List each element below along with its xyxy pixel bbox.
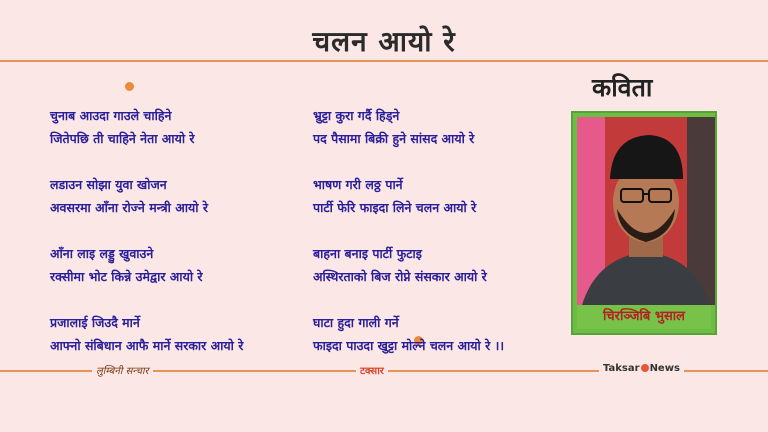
poem-line: पद पैसामा बिक्री हुने सांसद आयो रे: [313, 131, 475, 146]
stanza: [313, 104, 504, 150]
poem-line: भाषण गरी लठ्ठ पार्ने: [313, 177, 403, 192]
stanza: [50, 104, 243, 150]
poem-line: प्रजालाई जिउदै मार्ने: [50, 315, 140, 330]
footer-brand-left: लुम्बिनी सन्चार: [92, 363, 153, 377]
poem-line: आफ्नो संबिधान आफै मार्ने सरकार आयो रे: [50, 338, 244, 353]
poem-column-right: [313, 104, 504, 380]
poem-line: लडाउन सोझा युवा खोजन: [50, 177, 167, 192]
stanza: [50, 242, 243, 288]
author-portrait-image: [577, 117, 715, 305]
poem-line: अवसरमा आँना रोज्ने मन्त्री आयो रे: [50, 200, 208, 215]
stanza: [313, 242, 504, 288]
brand-text-news: News: [649, 363, 680, 374]
stanza: [313, 311, 504, 357]
decorative-dot: [125, 82, 134, 91]
poem-line: भ्रुट्टा कुरा गर्दै हिड्ने: [313, 108, 400, 123]
poem-line: जितेपछि ती चाहिने नेता आयो रे: [50, 131, 195, 146]
poem-line: घाटा हुदा गाली गर्ने: [313, 315, 399, 330]
author-photo-frame: [571, 111, 717, 335]
category-label: कविता: [592, 73, 653, 102]
poem-line: अस्थिरताको बिज रोप्ने संसकार आयो रे: [313, 269, 487, 284]
brand-dot-icon: [641, 364, 649, 372]
footer-brand-right: [599, 363, 684, 374]
brand-text-taksar: Taksar: [603, 363, 640, 374]
poem-line: आँना लाइ लड्डु खुवाउने: [50, 246, 154, 261]
poem-line: पार्टी फेरि फाइदा लिने चलन आयो रे: [313, 200, 477, 215]
footer-brand-center: टक्सार: [356, 363, 388, 377]
poem-title: चलन आयो रे: [312, 25, 456, 58]
poem-line: रक्सीमा भोट किन्ने उमेद्वार आयो रे: [50, 269, 203, 284]
stanza: [50, 311, 243, 357]
poem-line: चुनाब आउदा गाउले चाहिने: [50, 108, 172, 123]
top-divider: [0, 60, 768, 62]
poem-column-left: [50, 104, 243, 380]
stanza: [313, 173, 504, 219]
poem-line: बाहना बनाइ पार्टी फुटाइ: [313, 246, 422, 261]
author-name: चिरञ्जिबि भुसाल: [577, 305, 711, 329]
poem-line: फाइदा पाउदा खुट्टा मोल्ने चलन आयो रे ।।: [313, 338, 505, 353]
stanza: [50, 173, 243, 219]
